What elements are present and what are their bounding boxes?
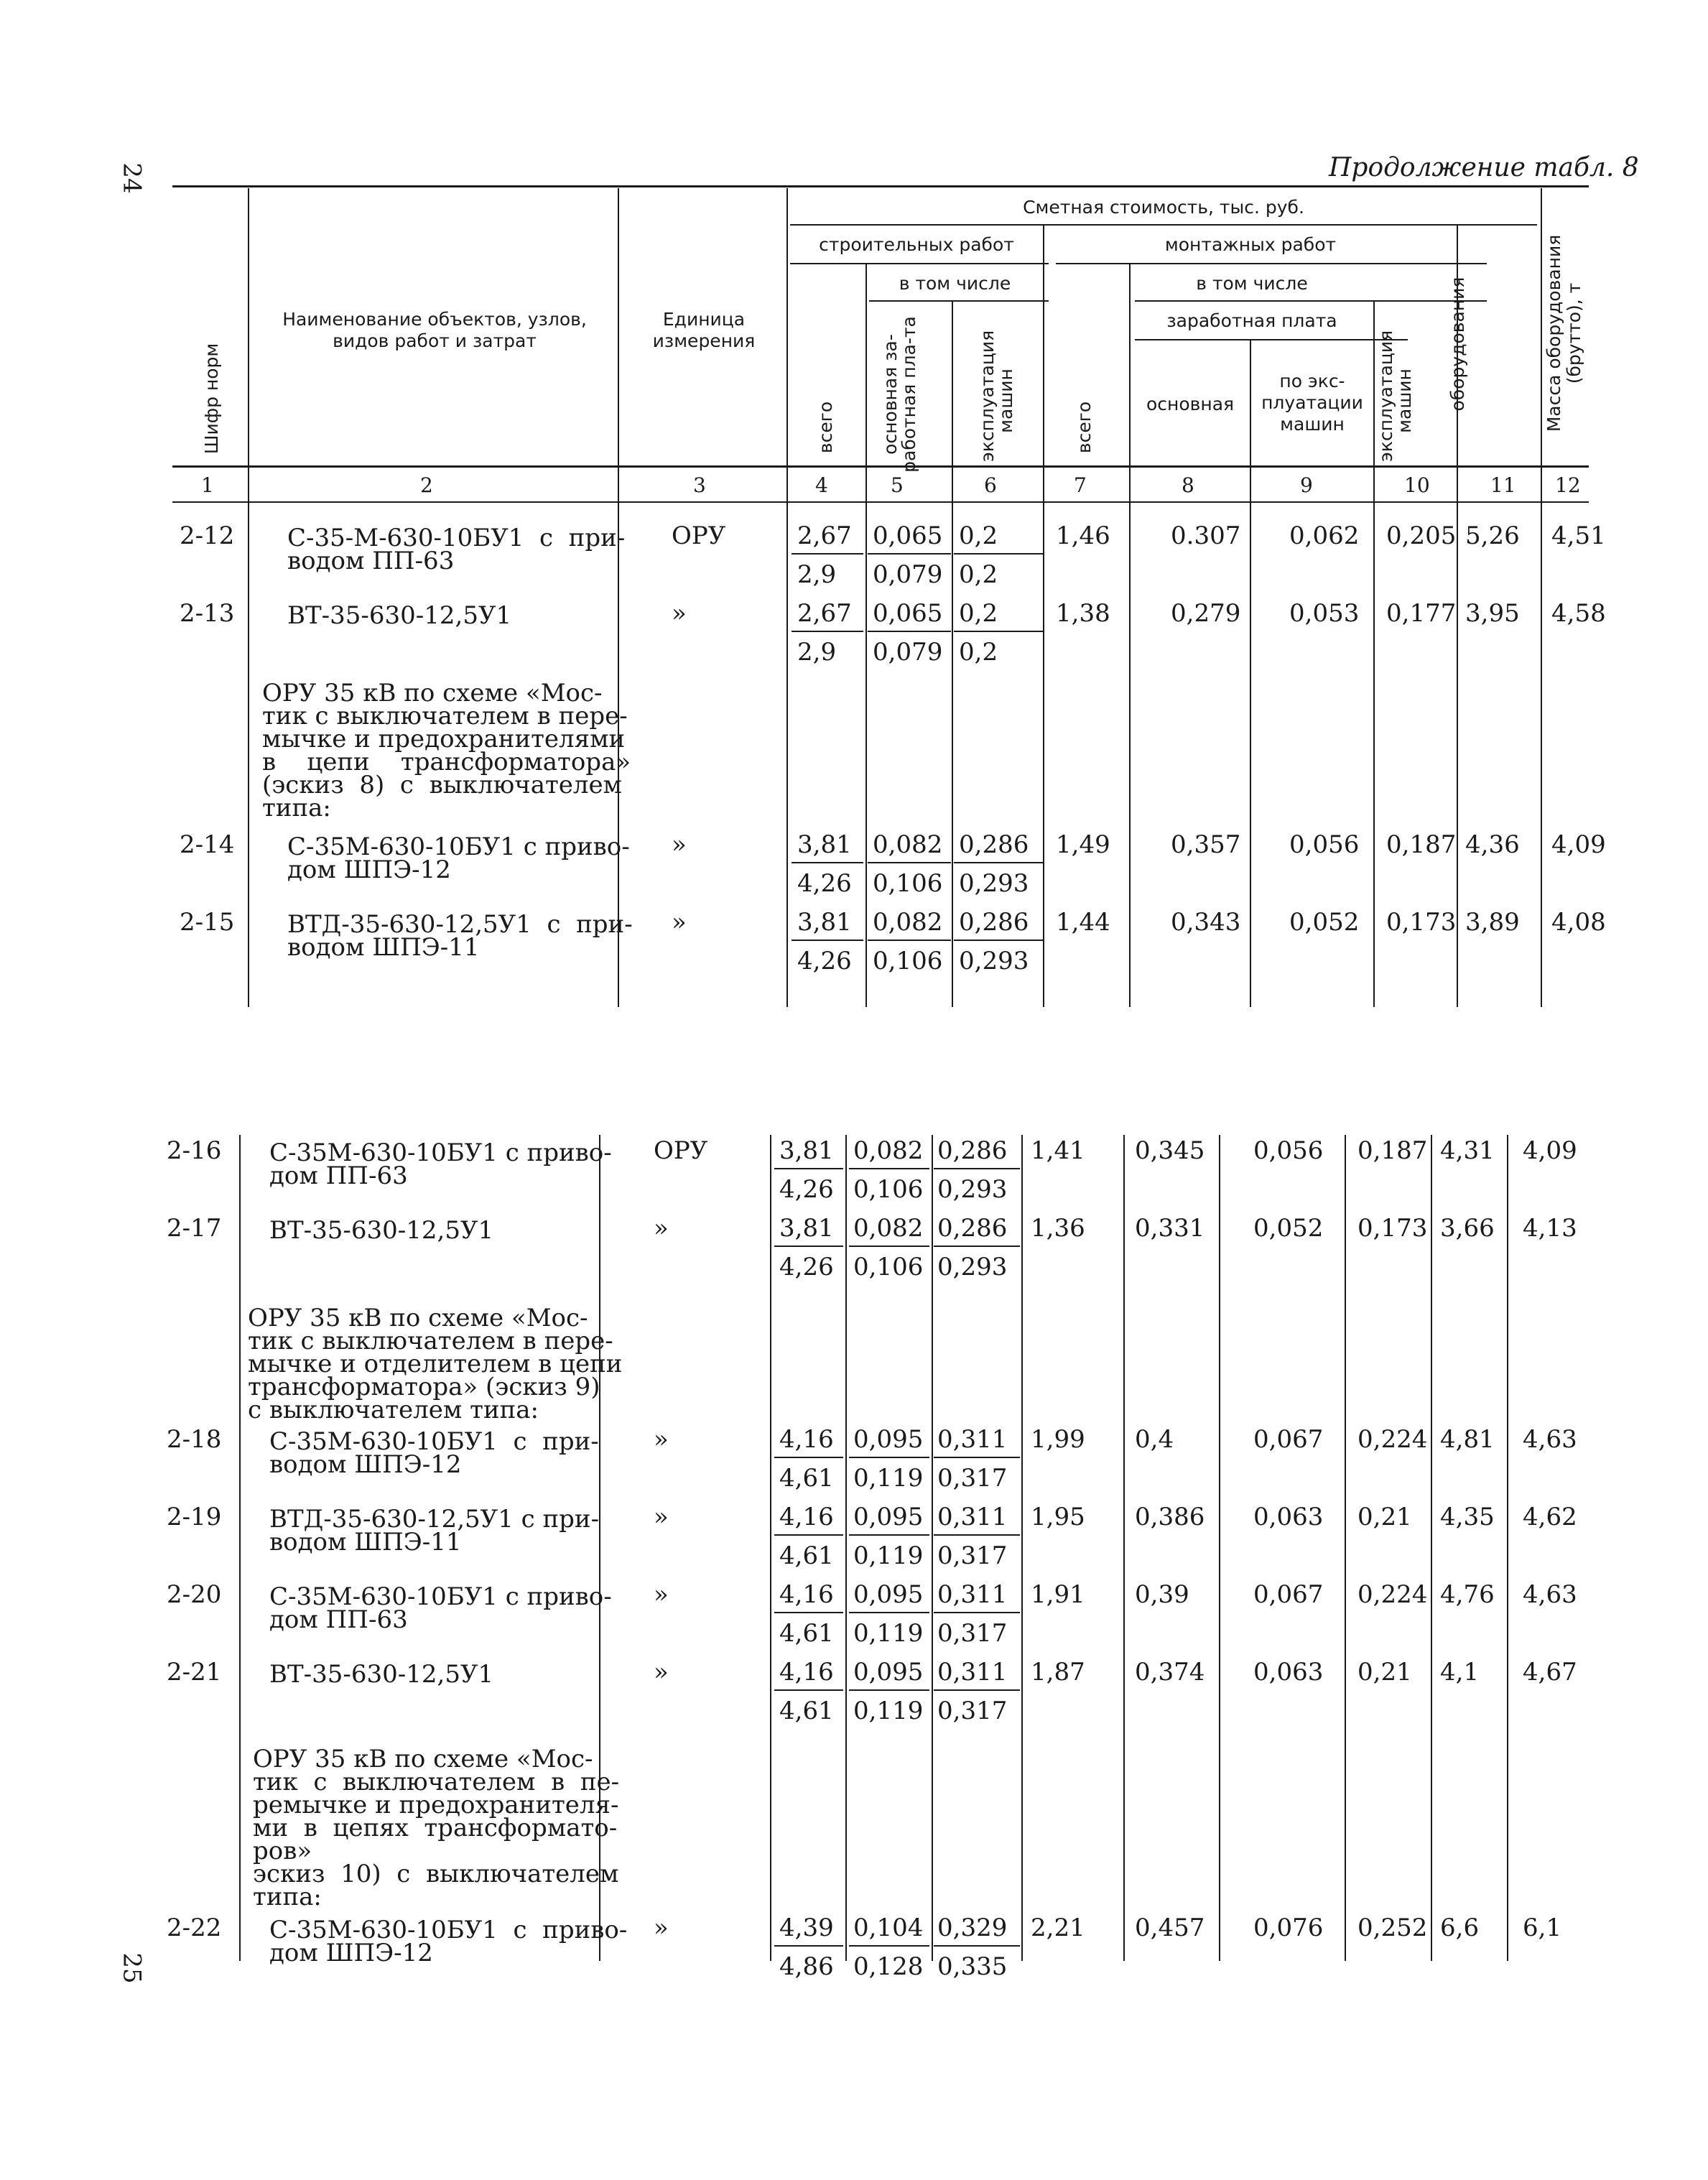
fraction-line (849, 1689, 929, 1691)
row-c11: 5,26 (1465, 521, 1520, 550)
row-unit: » (672, 830, 687, 859)
fraction-line (934, 1246, 1020, 1247)
row-c4-bottom: 4,26 (797, 869, 852, 898)
row-c6-bottom: 0,293 (959, 869, 1029, 898)
row-c8: 0,357 (1171, 830, 1241, 859)
fraction-line (849, 1612, 929, 1613)
row-c5-bottom: 0,119 (853, 1541, 924, 1570)
row-c6-bottom: 0,2 (959, 638, 998, 667)
row-c5-top: 0,095 (853, 1580, 924, 1609)
column-number: 5 (891, 473, 904, 497)
row-c10: 0,173 (1386, 908, 1457, 937)
row-c9: 0,067 (1253, 1425, 1324, 1454)
row-c7: 1,91 (1031, 1580, 1085, 1609)
row-c7: 1,95 (1031, 1503, 1085, 1531)
row-c12: 4,63 (1523, 1580, 1577, 1609)
row-name: С-35-М-630-10БУ1 с при- (287, 524, 626, 552)
section-note: с выключателем типа: (248, 1396, 539, 1424)
section-note: трансформатора» (эскиз 9) (248, 1373, 600, 1401)
row-c12: 4,08 (1551, 908, 1606, 937)
fraction-line (792, 631, 863, 632)
row-c6-top: 0,2 (959, 521, 998, 550)
row-c5-bottom: 0,119 (853, 1697, 924, 1725)
row-c6-top: 0,311 (937, 1580, 1008, 1609)
row-c8: 0,331 (1135, 1214, 1205, 1243)
row-code: 2-22 (167, 1914, 222, 1942)
row-c5-top: 0,082 (853, 1136, 924, 1165)
row-c5-bottom: 0,128 (853, 1952, 924, 1981)
row-c6-top: 0,286 (959, 830, 1029, 859)
row-code: 2-14 (180, 830, 235, 859)
row-c6-top: 0,311 (937, 1503, 1008, 1531)
row-c9: 0,063 (1253, 1658, 1324, 1687)
section-note: мычке и отделителем в цепи (248, 1350, 623, 1378)
row-name: водом ПП-63 (287, 547, 455, 575)
row-code: 2-16 (167, 1136, 222, 1165)
fraction-line (954, 553, 1043, 555)
section-note: мычке и предохранителями (262, 725, 626, 753)
row-c4-top: 4,16 (779, 1580, 834, 1609)
row-name: С-35М-630-10БУ1 с приво- (287, 832, 630, 861)
row-c10: 0,177 (1386, 599, 1457, 628)
row-c6-bottom: 0,317 (937, 1464, 1008, 1493)
row-name: ВТ-35-630-12,5У1 (287, 601, 512, 630)
row-unit: » (654, 1580, 669, 1609)
row-c7: 1,99 (1031, 1425, 1085, 1454)
row-c8: 0,345 (1135, 1136, 1205, 1165)
row-c6-top: 0,286 (937, 1214, 1008, 1243)
row-c9: 0,052 (1253, 1214, 1324, 1243)
row-c4-bottom: 4,61 (779, 1541, 834, 1570)
row-c11: 3,95 (1465, 599, 1520, 628)
row-c6-top: 0,286 (937, 1136, 1008, 1165)
row-c4-bottom: 4,26 (797, 947, 852, 975)
row-name: С-35М-630-10БУ1 с приво- (269, 1582, 612, 1611)
row-c5-bottom: 0,106 (853, 1175, 924, 1204)
header-unit: Единица измерения (652, 309, 756, 351)
row-c4-bottom: 4,26 (779, 1175, 834, 1204)
fraction-line (774, 1534, 843, 1536)
row-code: 2-12 (180, 521, 235, 550)
section-note: типа: (253, 1883, 322, 1911)
header-cost: Сметная стоимость, тыс. руб. (1023, 197, 1304, 218)
row-c11: 4,36 (1465, 830, 1520, 859)
fraction-line (849, 1534, 929, 1536)
row-c6-top: 0,311 (937, 1658, 1008, 1687)
row-c6-bottom: 0,293 (937, 1253, 1008, 1281)
row-code: 2-20 (167, 1580, 222, 1609)
row-c10: 0,224 (1357, 1580, 1428, 1609)
row-name: С-35М-630-10БУ1 с приво- (269, 1138, 612, 1167)
row-c7: 2,21 (1031, 1914, 1085, 1942)
row-unit: » (654, 1503, 669, 1531)
page-number-top: 24 (117, 162, 147, 194)
row-code: 2-17 (167, 1214, 222, 1243)
fraction-line (774, 1612, 843, 1613)
row-c5-top: 0,095 (853, 1658, 924, 1687)
section-note: (эскиз 8) с выключателем (262, 771, 623, 799)
row-c5-bottom: 0,079 (873, 638, 943, 667)
row-c6-top: 0,329 (937, 1914, 1008, 1942)
row-c5-top: 0,082 (853, 1214, 924, 1243)
row-c5-top: 0,065 (873, 521, 943, 550)
header-wages: заработная плата (1166, 310, 1337, 331)
row-c6-bottom: 0,335 (937, 1952, 1008, 1981)
fraction-line (954, 631, 1043, 632)
row-c12: 4,62 (1523, 1503, 1577, 1531)
fraction-line (849, 1457, 929, 1458)
header-basic-wages: основная за-работная пла-та (880, 316, 919, 473)
row-c10: 0,187 (1357, 1136, 1428, 1165)
row-c12: 4,51 (1551, 521, 1606, 550)
row-unit: » (672, 908, 687, 937)
row-c4-top: 2,67 (797, 599, 852, 628)
column-number: 3 (693, 473, 706, 497)
row-c4-top: 4,16 (779, 1503, 834, 1531)
row-c8: 0,343 (1171, 908, 1241, 937)
section-note: тик с выключателем в пере- (262, 702, 628, 730)
row-c9: 0,076 (1253, 1914, 1324, 1942)
row-c7: 1,46 (1056, 521, 1110, 550)
row-c11: 6,6 (1440, 1914, 1480, 1942)
row-c5-bottom: 0,106 (873, 869, 943, 898)
row-c11: 4,76 (1440, 1580, 1495, 1609)
row-c10: 0,252 (1357, 1914, 1428, 1942)
row-c12: 6,1 (1523, 1914, 1562, 1942)
section-note: ми в цепях трансформато- (253, 1814, 618, 1842)
row-c4-top: 3,81 (797, 830, 852, 859)
row-name: водом ШПЭ-12 (269, 1450, 462, 1479)
row-c5-top: 0,095 (853, 1425, 924, 1454)
row-c6-bottom: 0,293 (959, 947, 1029, 975)
row-unit: » (654, 1214, 669, 1243)
fraction-line (849, 1246, 929, 1247)
column-number: 4 (815, 473, 828, 497)
section-note: ОРУ 35 кВ по схеме «Мос- (248, 1304, 588, 1332)
section-note: ремычке и предохранителя- (253, 1791, 619, 1819)
row-name: ВТД-35-630-12,5У1 с при- (287, 910, 633, 939)
row-c8: 0,279 (1171, 599, 1241, 628)
row-c9: 0,063 (1253, 1503, 1324, 1531)
row-c6-bottom: 0,293 (937, 1175, 1008, 1204)
row-c12: 4,13 (1523, 1214, 1577, 1243)
header-machine-wages: по экс-плуатации машин (1261, 371, 1363, 435)
section-note: тик с выключателем в пере- (248, 1327, 613, 1355)
section-note: типа: (262, 794, 331, 822)
row-c9: 0,067 (1253, 1580, 1324, 1609)
row-c4-top: 3,81 (797, 908, 852, 937)
row-c7: 1,36 (1031, 1214, 1085, 1243)
fraction-line (868, 940, 951, 941)
column-number: 1 (201, 473, 214, 497)
row-c7: 1,41 (1031, 1136, 1085, 1165)
row-c5-bottom: 0,106 (853, 1253, 924, 1281)
header-machines-installation: эксплуатация машин (1375, 330, 1415, 462)
row-name: С-35М-630-10БУ1 с приво- (269, 1916, 628, 1944)
column-number: 11 (1490, 473, 1516, 497)
row-c10: 0,205 (1386, 521, 1457, 550)
row-c5-top: 0,082 (873, 830, 943, 859)
fraction-line (774, 1168, 843, 1169)
row-c4-bottom: 2,9 (797, 560, 837, 589)
row-c10: 0,21 (1357, 1658, 1412, 1687)
row-c9: 0,053 (1289, 599, 1360, 628)
row-unit: ОРУ (672, 521, 726, 550)
row-c11: 3,89 (1465, 908, 1520, 937)
fraction-line (774, 1246, 843, 1247)
row-c8: 0,374 (1135, 1658, 1205, 1687)
column-number: 6 (984, 473, 997, 497)
row-c9: 0,052 (1289, 908, 1360, 937)
section-note: эскиз 10) с выключателем (253, 1860, 619, 1888)
header-total-installation: всего (1074, 401, 1095, 454)
row-c5-top: 0,082 (873, 908, 943, 937)
row-name: дом ПП-63 (269, 1161, 408, 1190)
row-c5-bottom: 0,119 (853, 1464, 924, 1493)
fraction-line (774, 1945, 843, 1947)
row-unit: » (654, 1425, 669, 1454)
row-c11: 4,31 (1440, 1136, 1495, 1165)
table-caption: Продолжение табл. 8 (1329, 153, 1639, 182)
row-code: 2-13 (180, 599, 235, 628)
header-including-installation: в том числе (1196, 273, 1308, 294)
row-c6-bottom: 0,317 (937, 1541, 1008, 1570)
fraction-line (934, 1612, 1020, 1613)
fraction-line (934, 1534, 1020, 1536)
section-note: в цепи трансформатора» (262, 748, 631, 776)
row-c5-bottom: 0,119 (853, 1619, 924, 1648)
row-c4-bottom: 4,61 (779, 1697, 834, 1725)
column-number: 10 (1404, 473, 1430, 497)
row-c4-bottom: 2,9 (797, 638, 837, 667)
row-c5-top: 0,104 (853, 1914, 924, 1942)
row-c7: 1,87 (1031, 1658, 1085, 1687)
row-c9: 0,056 (1289, 830, 1360, 859)
fraction-line (954, 862, 1043, 863)
row-name: ВТ-35-630-12,5У1 (269, 1660, 494, 1689)
header-installation: монтажных работ (1164, 234, 1337, 255)
row-c8: 0.307 (1171, 521, 1241, 550)
row-c4-bottom: 4,61 (779, 1464, 834, 1493)
row-c10: 0,224 (1357, 1425, 1428, 1454)
row-c12: 4,09 (1523, 1136, 1577, 1165)
row-name: С-35М-630-10БУ1 с при- (269, 1427, 599, 1456)
row-name: дом ШПЭ-12 (287, 855, 451, 884)
header-name: Наименование объектов, узлов, видов работ и затрат (282, 309, 587, 351)
header-total-construction: всего (815, 401, 836, 454)
row-unit: » (654, 1914, 669, 1942)
row-c4-bottom: 4,86 (779, 1952, 834, 1981)
fraction-line (774, 1689, 843, 1691)
row-c6-bottom: 0,317 (937, 1619, 1008, 1648)
row-name: водом ШПЭ-11 (269, 1528, 462, 1557)
fraction-line (868, 553, 951, 555)
row-c9: 0,062 (1289, 521, 1360, 550)
row-name: дом ПП-63 (269, 1605, 408, 1634)
row-c5-bottom: 0,079 (873, 560, 943, 589)
row-c5-bottom: 0,106 (873, 947, 943, 975)
row-c8: 0,39 (1135, 1580, 1189, 1609)
row-c4-bottom: 4,26 (779, 1253, 834, 1281)
column-number: 7 (1074, 473, 1087, 497)
fraction-line (868, 631, 951, 632)
page-number-bottom: 25 (117, 1952, 147, 1984)
column-number: 2 (420, 473, 433, 497)
fraction-line (792, 553, 863, 555)
row-c6-bottom: 0,317 (937, 1697, 1008, 1725)
row-name: ВТД-35-630-12,5У1 с при- (269, 1505, 600, 1534)
row-c9: 0,056 (1253, 1136, 1324, 1165)
fraction-line (954, 940, 1043, 941)
row-c11: 3,66 (1440, 1214, 1495, 1243)
row-c5-top: 0,065 (873, 599, 943, 628)
header-machines-construction: эксплуатация машин (977, 330, 1016, 462)
row-code: 2-15 (180, 908, 235, 937)
section-note: ОРУ 35 кВ по схеме «Мос- (253, 1745, 593, 1773)
column-number: 9 (1300, 473, 1313, 497)
fraction-line (849, 1168, 929, 1169)
row-name: водом ШПЭ-11 (287, 933, 480, 962)
section-note: тик с выключателем в пе- (253, 1768, 620, 1796)
section-note: ОРУ 35 кВ по схеме «Мос- (262, 679, 603, 708)
header-code: Шифр норм (201, 343, 222, 455)
row-c12: 4,63 (1523, 1425, 1577, 1454)
row-c11: 4,1 (1440, 1658, 1480, 1687)
header-construction: строительных работ (819, 234, 1014, 255)
row-c7: 1,44 (1056, 908, 1110, 937)
row-code: 2-18 (167, 1425, 222, 1454)
fraction-line (792, 940, 863, 941)
section-note: ров» (253, 1837, 312, 1865)
row-c4-top: 3,81 (779, 1136, 834, 1165)
row-c12: 4,58 (1551, 599, 1606, 628)
row-c10: 0,173 (1357, 1214, 1428, 1243)
header-equipment: оборудования (1447, 277, 1468, 412)
fraction-line (934, 1945, 1020, 1947)
row-name: ВТ-35-630-12,5У1 (269, 1216, 494, 1245)
row-c4-bottom: 4,61 (779, 1619, 834, 1648)
row-c11: 4,35 (1440, 1503, 1495, 1531)
fraction-line (792, 862, 863, 863)
row-c10: 0,21 (1357, 1503, 1412, 1531)
column-number: 8 (1182, 473, 1194, 497)
header-basic: основная (1146, 394, 1235, 414)
row-c12: 4,67 (1523, 1658, 1577, 1687)
row-c8: 0,386 (1135, 1503, 1205, 1531)
row-c6-top: 0,311 (937, 1425, 1008, 1454)
row-c4-top: 4,16 (779, 1658, 834, 1687)
header-including-construction: в том числе (899, 273, 1011, 294)
row-c6-bottom: 0,2 (959, 560, 998, 589)
row-c8: 0,457 (1135, 1914, 1205, 1942)
row-c12: 4,09 (1551, 830, 1606, 859)
row-unit: » (672, 599, 687, 628)
column-number: 12 (1555, 473, 1581, 497)
row-c6-top: 0,2 (959, 599, 998, 628)
header-mass: Масса оборудования (брутто), т (1544, 234, 1584, 432)
row-c4-top: 4,16 (779, 1425, 834, 1454)
row-unit: ОРУ (654, 1136, 708, 1165)
row-c5-top: 0,095 (853, 1503, 924, 1531)
row-c4-top: 3,81 (779, 1214, 834, 1243)
row-c6-top: 0,286 (959, 908, 1029, 937)
row-c8: 0,4 (1135, 1425, 1174, 1454)
row-unit: » (654, 1658, 669, 1687)
row-c11: 4,81 (1440, 1425, 1495, 1454)
fraction-line (934, 1168, 1020, 1169)
row-c4-top: 2,67 (797, 521, 852, 550)
fraction-line (849, 1945, 929, 1947)
row-c10: 0,187 (1386, 830, 1457, 859)
row-c7: 1,49 (1056, 830, 1110, 859)
fraction-line (774, 1457, 843, 1458)
row-code: 2-21 (167, 1658, 222, 1687)
fraction-line (934, 1457, 1020, 1458)
fraction-line (934, 1689, 1020, 1691)
row-name: дом ШПЭ-12 (269, 1939, 433, 1967)
row-c4-top: 4,39 (779, 1914, 834, 1942)
row-c7: 1,38 (1056, 599, 1110, 628)
row-code: 2-19 (167, 1503, 222, 1531)
fraction-line (868, 862, 951, 863)
